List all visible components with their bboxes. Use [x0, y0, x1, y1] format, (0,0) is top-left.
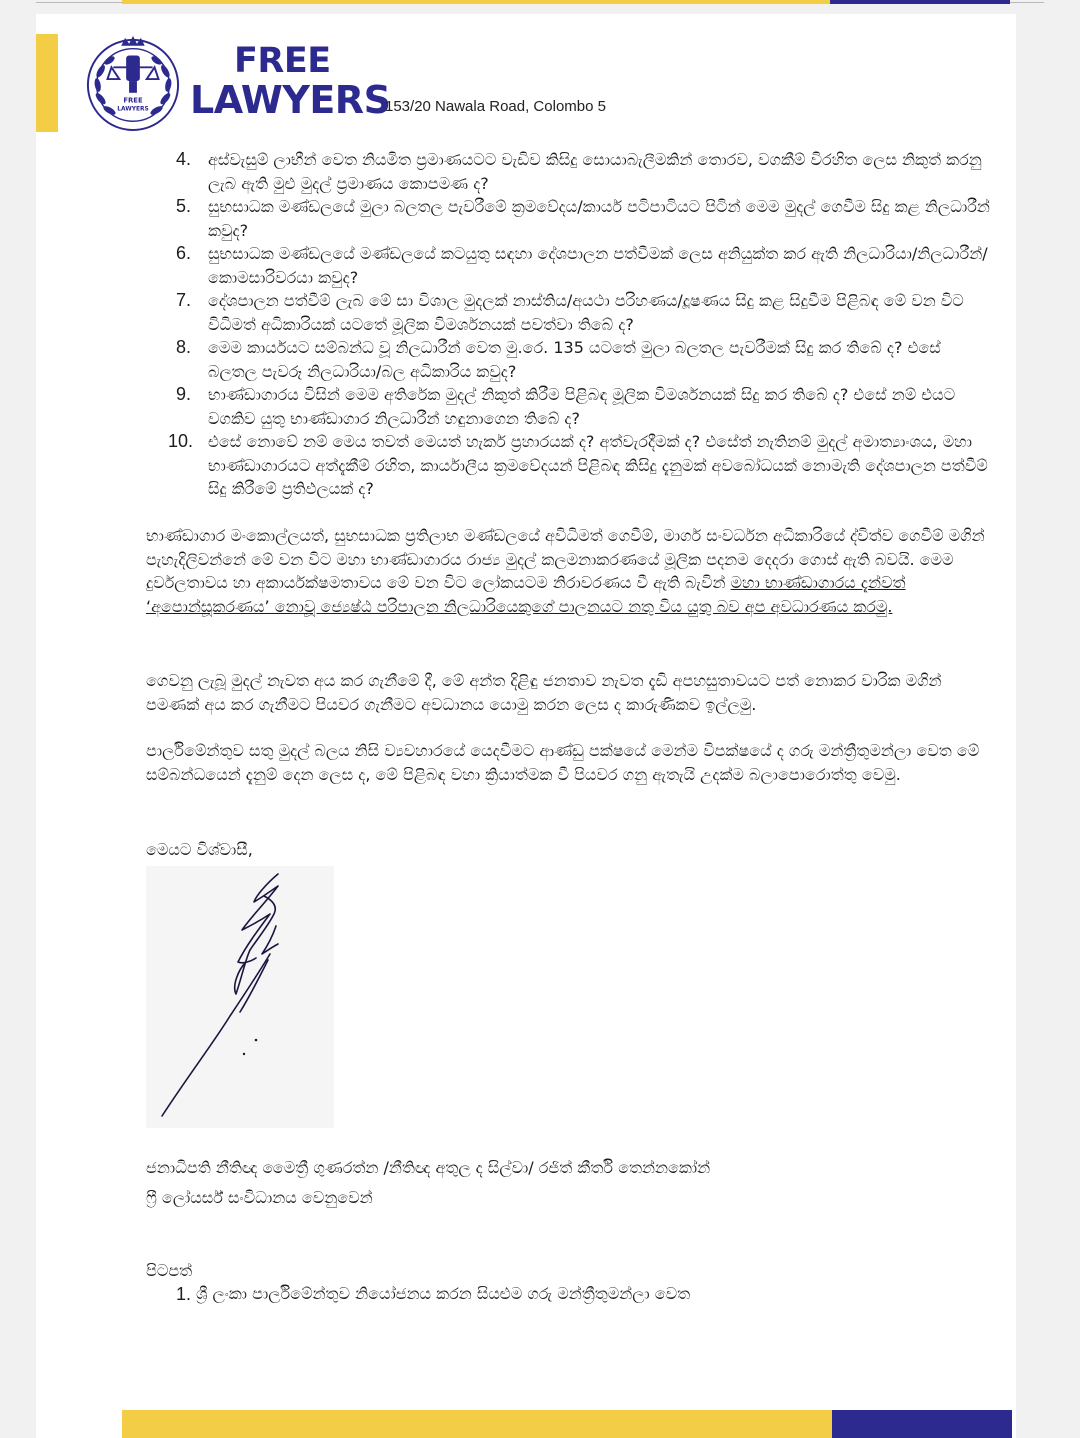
item-number: 7.: [176, 290, 192, 310]
item-number: 10.: [168, 431, 194, 451]
list-item: [170, 1284, 690, 1304]
signatory-names: ජනාධිපති නීතිඥ මෛත්‍රී ගුණරත්න /නීතිඥ අතුල ද සිල්වා/ රජිත් කීර්ති තෙන්නකෝන්: [146, 1158, 711, 1177]
copies-list: [170, 1284, 690, 1304]
item-number: 6.: [176, 243, 192, 263]
list-item: [170, 336, 990, 383]
item-text: අස්වැසුම් ලාභීන් වෙත නියමිත ප්‍රමාණයටට වැඩිව කිසිදු සොයාබැලීමකින් තොරව, වගකීම් විරහිත ලෙස නිකුත් කරනු ලැබ ඇති මුළු මුදල් ප්‍රමාණය කොපමණ ද?: [208, 150, 982, 193]
item-text: දේශපාලන පත්වීම් ලැබ මේ සා විශාල මුදලක් නාස්තිය/අයථා පරිහණය/දූෂණය සිදු කළ සිදුවීම පිළිබඳ මේ වන විට විධිමත් අධිකාරියක් යටතේ මූලික විමර්ශනයක් පවත්වා තිබේ ද?: [208, 291, 964, 334]
footer-strip-navy: [832, 1410, 1012, 1438]
item-number: 9.: [176, 384, 192, 404]
item-text: මෙම කාර්යයට සම්බන්ධ වූ නිලධාරීන් වෙත මු.රෙ. 135 යටතේ මුලා බලතල පැවරීමක් සිදු කර තිබේ ද? එසේ බලතල පැවරූ නිලධාරියා/බල අධිකාරිය කවුද?: [208, 338, 941, 381]
signature-image: [146, 866, 334, 1128]
top-strip-yellow: [122, 0, 830, 4]
list-item: [170, 430, 990, 501]
brand-word-free: FREE: [234, 41, 331, 81]
top-color-strip: [122, 0, 1010, 4]
footer-strip-yellow: [122, 1410, 832, 1438]
paragraph-parliament-request: පාර්ලිමේන්තුව සතු මුදල් බලය නිසි ව්‍යවහාරයේ යෙදවීමට ආණ්ඩු පක්ෂයේ මෙන්ම විපක්ෂයේ ද ගරු මන්ත්‍රීතුමන්ලා වෙත මේ සම්බන්ධයෙන් දැනුම් දෙන ලෙස ද, මේ පිළිබඳ වහා ක්‍රියාත්මක වී පියවර ගනු ඇතැයි උදක්ම බලාපොරොත්තු වෙමු.: [146, 741, 980, 784]
office-address: 153/20 Nawala Road, Colombo 5: [385, 98, 606, 115]
question-list: [170, 148, 990, 501]
top-strip-navy: [830, 0, 1010, 4]
item-text: සුභසාධක මණ්ඩලයේ මුලා බලතල පැවරීමේ ක්‍රමවේදය/කාර්ය පටිපාටියට පිටින් මෙම මුදල් ගෙවීම සිදු කළ නිලධාරීන් කවුද?: [208, 197, 990, 240]
item-text: සුභසාධක මණ්ඩලයේ මණ්ඩලයේ කටයුතු සඳහා දේශපාලන පත්වීමක් ලෙස අනියුක්ත කර ඇති නිලධාරියා/නිලධාරීන්/කොමසාරිවරයා කවුද?: [208, 244, 988, 287]
item-text: භාණ්ඩාගාරය විසින් මෙම අතිරේක මුදල් නිකුත් කිරීම පිළිබඳ මූලික විමර්ශනයක් සිදු කර තිබේ ද? එසේ නම් එයට වගකිව යුතු භාණ්ඩාගාර නිලධාරීන් හඳුනාගෙන තිබේ ද?: [208, 385, 956, 428]
item-number: 1.: [176, 1284, 192, 1304]
svg-text:LAWYERS: LAWYERS: [117, 106, 149, 113]
item-text: එසේ නොවේ නම් මෙය තවත් මෙයත් හැකර් ප්‍රහාරයක් ද? අත්වැරදීමක් ද? එසේත් නැතිනම් මුදල් අමාත්‍යාංශය, මහා භාණ්ඩාගාරයට අත්දැකීම් රහිත, කාර්යාලීය ක්‍රමවේදයන් පිළිබඳ කිසිදු දැනුමක් අවබෝධයක් නොමැති දේශපාලන පත්වීම් සිදු කිරීමේ ප්‍රතිඵලයක් ද?: [208, 432, 988, 498]
item-number: 5.: [176, 196, 192, 216]
item-text: ශ්‍රී ලංකා පාර්ලිමේන්තුව නියෝජනය කරන සියළුම ගරු මන්ත්‍රීතුමන්ලා වෙත: [196, 1284, 691, 1303]
list-item: [170, 289, 990, 336]
list-item: [170, 242, 990, 289]
handwritten-signature: [146, 866, 334, 1128]
footer-color-strip: [122, 1410, 1012, 1438]
svg-text:FREE: FREE: [123, 96, 143, 105]
list-item: [170, 195, 990, 242]
free-lawyers-seal-logo: [84, 34, 182, 132]
copies-heading: පිටපත්: [146, 1261, 193, 1280]
item-number: 8.: [176, 337, 192, 357]
item-number: 4.: [176, 149, 192, 169]
brand-word-lawyers: LAWYERS: [190, 78, 391, 122]
brand-wordmark: [190, 41, 391, 122]
underlined-demand: මහා භාණ්ඩාගාරය දැන්වත් ‘අපොන්සූකරණය’ නොවූ ජ්‍යෙෂ්ඨ පරිපාලන නිලධාරියෙකුගේ පාලනයට නතු විය යුතු බව අප අවධාරණය කරමු.: [146, 573, 906, 616]
closing-salutation: මෙයට විශ්වාසී,: [146, 840, 253, 859]
paragraph-treasury-failure: [146, 524, 990, 618]
paragraph-recovery-request: ගෙවනු ලැබූ මුදල් නැවත අය කර ගැනීමේ දී, මේ අන්ත දිළිඳු ජනතාව නැවත දැඩි අපහසුතාවයට පත් නොකර වාරික මගින් පමණක් අය කර ගැනීමට පියවර ගැනීමට අවධානය යොමු කරන ලෙස ද කාරුණිකව ඉල්ලමු.: [146, 671, 942, 714]
list-item: [170, 383, 990, 430]
on-behalf-line: ෆ්‍රී ලෝයර්ස් සංවිධානය වෙනුවෙන්: [146, 1188, 373, 1207]
list-item: [170, 148, 990, 195]
paragraph-text: භාණ්ඩාගාර මංකොල්ලයත්, සුභසාධක ප්‍රතිලාභ මණ්ඩලයේ අවිධිමත් ගෙවීම්, මාර්ග සංවර්ධන අධිකාරියේ ද්විත්ව ගෙවීම් මගින් පැහැදිලිවන්නේ මේ වන විට මහා භාණ්ඩාගාරය රාජ්‍ය මුදල් කලමනාකරණයේ මූලික පදනම දෙදරා ගොස් ඇති බවයි. මෙම දුර්වලතාවය හා අකාර්යක්ෂමතාවය මේ වන විට ලෝකයටම නිරාවරණය වී ඇති බැවින්: [146, 526, 985, 592]
header-accent-bar: [36, 34, 58, 132]
